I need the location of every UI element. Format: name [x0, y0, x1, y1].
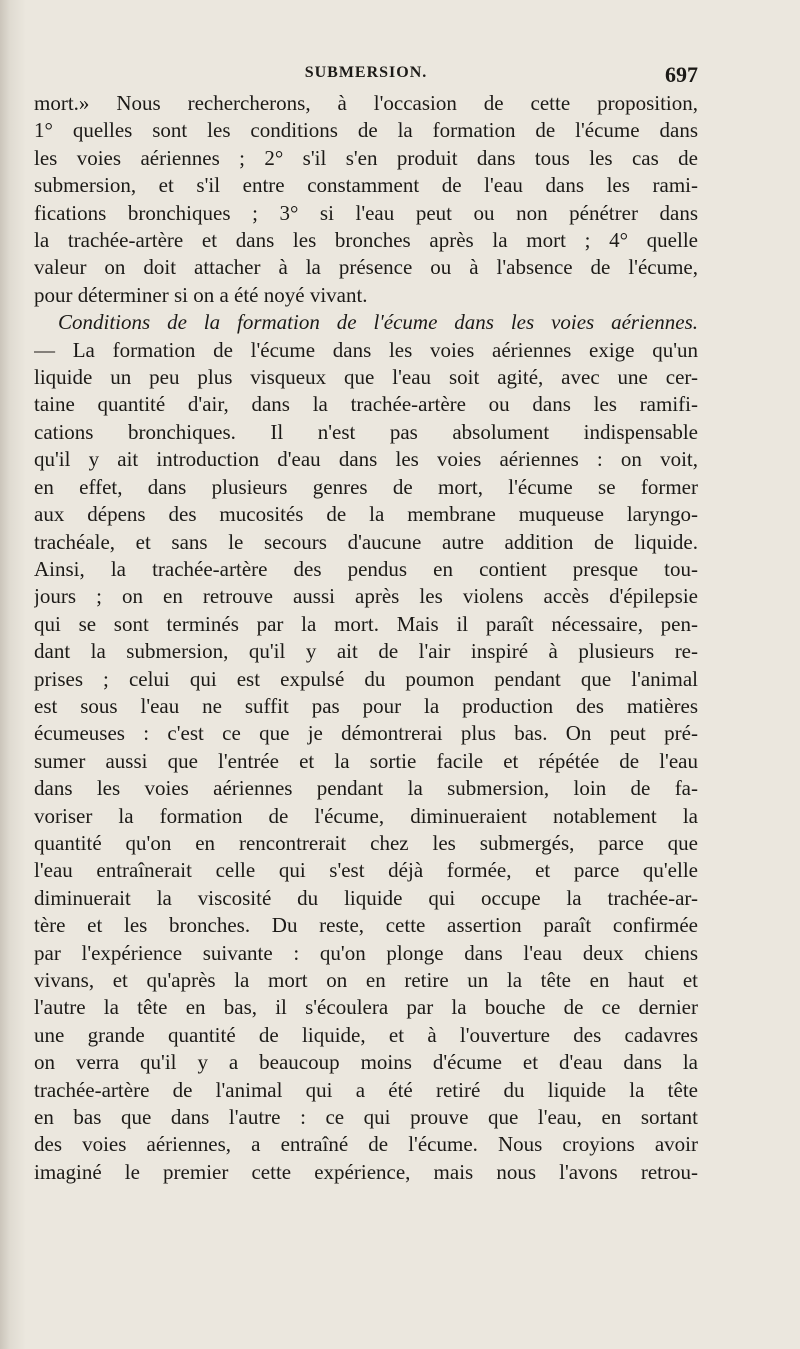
- text-line: prises ; celui qui est expulsé du poumon pendant que l'animal: [34, 666, 698, 691]
- text-line: par l'expérience suivante : qu'on plonge dans l'eau deux chiens: [34, 940, 698, 965]
- text-line: qu'il y ait introduction d'eau dans les voies aériennes : on voit,: [34, 447, 698, 472]
- text-line: tère et les bronches. Du reste, cette assertion paraît confirmée: [34, 913, 698, 938]
- text-line: mort.» Nous rechercherons, à l'occasion de cette proposition,: [34, 91, 698, 115]
- text-line: imaginé le premier cette expérience, mais nous l'avons retrou-: [34, 1159, 698, 1184]
- text-line: liquide un peu plus visqueux que l'eau soit agité, avec une cer-: [34, 365, 698, 390]
- text-line: fications bronchiques ; 3° si l'eau peut ou non pénétrer dans: [34, 200, 698, 225]
- text-line: dans les voies aériennes pendant la submersion, loin de fa-: [34, 776, 698, 801]
- text-line: — La formation de l'écume dans les voies aériennes exige qu'un: [34, 337, 698, 362]
- text-line: sumer aussi que l'entrée et la sortie facile et répétée de l'eau: [34, 748, 698, 773]
- text-line: cations bronchiques. Il n'est pas absolument indispensable: [34, 419, 698, 444]
- text-line: Ainsi, la trachée-artère des pendus en contient presque tou-: [34, 556, 698, 581]
- text-line: en bas que dans l'autre : ce qui prouve que l'eau, en sortant: [34, 1105, 698, 1130]
- text-line: 1° quelles sont les conditions de la formation de l'écume dans: [34, 118, 698, 143]
- text-line: aux dépens des mucosités de la membrane muqueuse laryngo-: [34, 502, 698, 527]
- text-line: on verra qu'il y a beaucoup moins d'écume et d'eau dans la: [34, 1050, 698, 1075]
- text-line: les voies aériennes ; 2° s'il s'en produit dans tous les cas de: [34, 145, 698, 170]
- body-text: [34, 90, 698, 1186]
- page-number: 697: [665, 62, 698, 87]
- text-line: des voies aériennes, a entraîné de l'écume. Nous croyions avoir: [34, 1132, 698, 1157]
- text-line: voriser la formation de l'écume, diminueraient notablement la: [34, 803, 698, 828]
- running-head: [34, 62, 698, 90]
- text-line: quantité qu'on en rencontrerait chez les submergés, parce que: [34, 830, 698, 855]
- text-line: l'eau entraînerait celle qui s'est déjà formée, et parce qu'elle: [34, 858, 698, 883]
- text-line: est sous l'eau ne suffit pas pour la production des matières: [34, 693, 698, 718]
- text-line: diminuerait la viscosité du liquide qui occupe la trachée-ar-: [34, 885, 698, 910]
- text-line: trachéale, et sans le secours d'aucune autre addition de liquide.: [34, 529, 698, 554]
- subheading-line: Conditions de la formation de l'écume dans les voies aériennes.: [58, 310, 698, 335]
- text-line: la trachée-artère et dans les bronches après la mort ; 4° quelle: [34, 228, 698, 253]
- text-line: l'autre la tête en bas, il s'écoulera par la bouche de ce dernier: [34, 995, 698, 1020]
- text-line: vivans, et qu'après la mort on en retire un la tête en haut et: [34, 968, 698, 992]
- text-line: en effet, dans plusieurs genres de mort, l'écume se former: [34, 474, 698, 499]
- section-title: SUBMERSION.: [304, 64, 428, 81]
- text-line: trachée-artère de l'animal qui a été retiré du liquide la tête: [34, 1077, 698, 1102]
- text-line: pour déterminer si on a été noyé vivant.: [34, 282, 368, 307]
- text-line: valeur on doit attacher à la présence ou à l'absence de l'écume,: [34, 255, 698, 280]
- text-line: jours ; on en retrouve aussi après les violens accès d'épilepsie: [34, 584, 698, 609]
- text-line: qui se sont terminés par la mort. Mais il paraît nécessaire, pen-: [34, 611, 698, 636]
- text-line: une grande quantité de liquide, et à l'ouverture des cadavres: [34, 1022, 698, 1047]
- text-line: dant la submersion, qu'il y ait de l'air inspiré à plusieurs re-: [34, 639, 698, 664]
- text-line: taine quantité d'air, dans la trachée-artère ou dans les ramifi-: [34, 392, 698, 417]
- text-line: submersion, et s'il entre constamment de l'eau dans les rami-: [34, 173, 698, 198]
- text-line: écumeuses : c'est ce que je démontrerai plus bas. On peut pré-: [34, 721, 698, 746]
